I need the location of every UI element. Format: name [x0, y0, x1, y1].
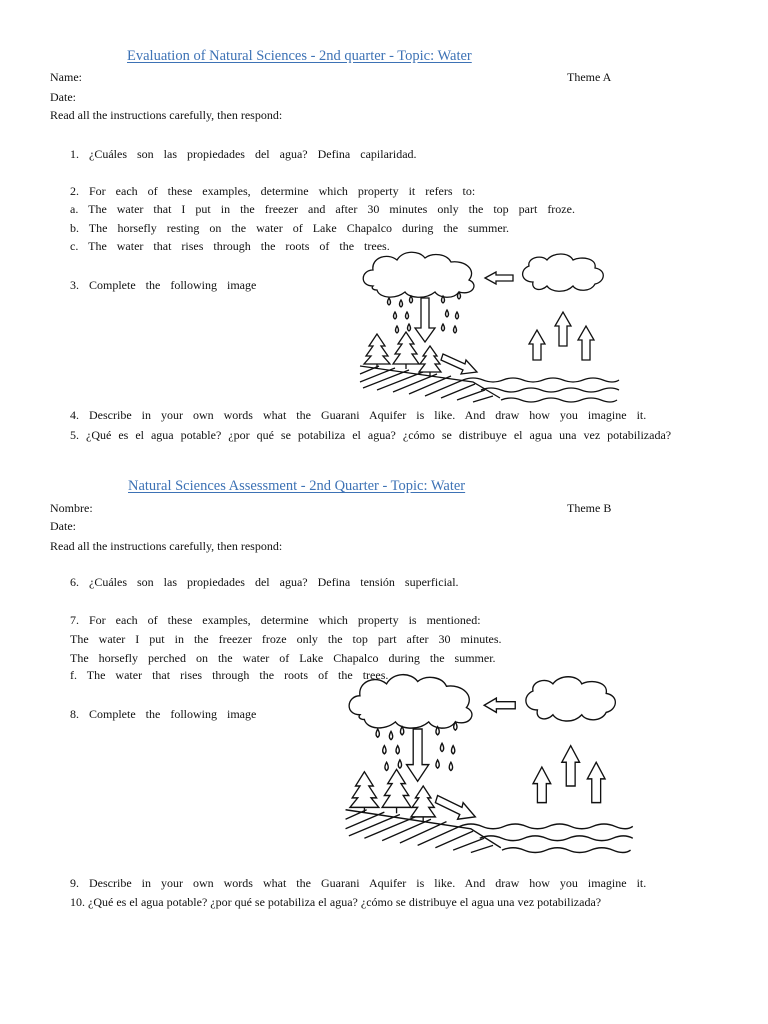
theme-label: Theme A [567, 70, 612, 84]
cloud-icon [523, 254, 604, 291]
down-arrow-icon [415, 298, 435, 342]
water-cycle-diagram-a [355, 250, 630, 410]
date-label: Date: [50, 90, 76, 104]
name-label: Name: [50, 70, 82, 84]
rain-cloud-icon [363, 252, 474, 297]
question-9: 9. Describe in your own words what the Guarani Aquifer is like. And draw how you imagine it. [70, 876, 647, 890]
right-down-arrow-icon [435, 796, 475, 820]
instructions-text: Read all the instructions carefully, then respond: [50, 539, 283, 553]
left-arrow-icon [485, 272, 513, 284]
theme-label: Theme B [567, 501, 612, 515]
up-arrow-icon [533, 746, 605, 803]
question-7a: The water I put in the freezer froze only the top part after 30 minutes. [70, 632, 502, 646]
pine-tree-icon [364, 332, 441, 376]
up-arrow-icon [529, 312, 594, 360]
question-4: 4. Describe in your own words what the Guarani Aquifer is like. And draw how you imagine it. [70, 408, 647, 422]
question-7c: f. The water that rises through the roots of the trees. [70, 668, 389, 682]
date-label: Date: [50, 519, 76, 533]
cloud-icon [526, 677, 615, 721]
down-arrow-icon [407, 729, 429, 781]
question-6: 6. ¿Cuáles son las propiedades del agua? Defina tensión superficial. [70, 575, 459, 589]
ground-hatch [346, 810, 501, 853]
question-7b: The horsefly perched on the water of Lake Chapalco during the summer. [70, 651, 496, 665]
question-5: 5. ¿Qué es el agua potable? ¿por qué se potabiliza el agua? ¿cómo se distribuye el agua una vez potabilizada? [70, 428, 672, 442]
question-7: 7. For each of these examples, determine which property is mentioned: [70, 613, 481, 627]
water-cycle-diagram-b [340, 672, 645, 862]
name-label: Nombre: [50, 501, 93, 515]
question-2: 2. For each of these examples, determine which property it refers to: [70, 184, 476, 198]
question-2c: c. The water that rises through the roots of the trees. [70, 239, 390, 253]
question-10: 10. ¿Qué es el agua potable? ¿por qué se potabiliza el agua? ¿cómo se distribuye el agua una vez potabilizada? [70, 895, 602, 909]
pine-tree-icon [350, 769, 435, 821]
theme-a-title: Evaluation of Natural Sciences - 2nd quarter - Topic: Water [127, 48, 472, 64]
question-8: 8. Complete the following image [70, 707, 257, 721]
left-arrow-icon [484, 698, 515, 712]
rain-cloud-icon [349, 675, 472, 728]
question-2a: a. The water that I put in the freezer and after 30 minutes only the top part froze. [70, 202, 575, 216]
question-3: 3. Complete the following image [70, 278, 257, 292]
theme-b-title: Natural Sciences Assessment - 2nd Quarter - Topic: Water [128, 478, 466, 494]
right-down-arrow-icon [441, 354, 477, 374]
question-2b: b. The horsefly resting on the water of Lake Chapalco during the summer. [70, 221, 510, 235]
instructions-text: Read all the instructions carefully, then respond: [50, 108, 283, 122]
question-1: 1. ¿Cuáles son las propiedades del agua? Defina capilaridad. [70, 147, 417, 161]
